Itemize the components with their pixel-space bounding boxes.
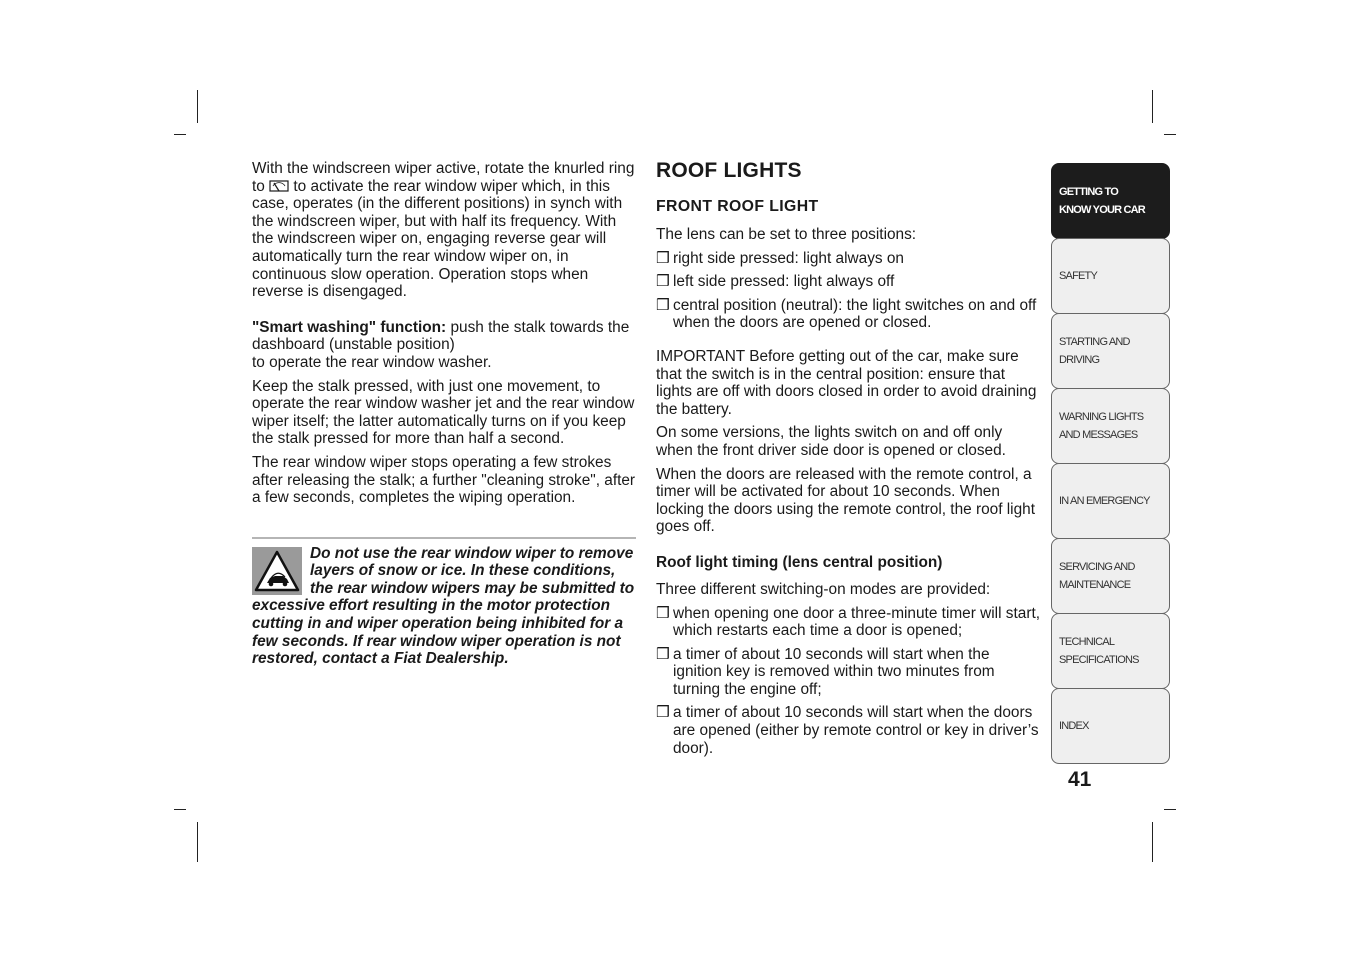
timing-heading: Roof light timing (lens central position): [656, 553, 943, 571]
timing-modes-list: [656, 605, 1040, 758]
lens-intro: The lens can be set to three positions:: [656, 226, 917, 243]
crop-mark: [174, 134, 186, 135]
warning-box: [252, 545, 636, 668]
middle-column: [656, 160, 1040, 757]
subsection-heading: FRONT ROOF LIGHT: [656, 198, 819, 215]
tab-in-an-emergency[interactable]: IN AN EMERGENCY: [1051, 463, 1170, 539]
rear-wiper-symbol-icon: [269, 180, 289, 193]
chapter-tabs: [1051, 163, 1170, 763]
tab-starting-and-driving[interactable]: STARTING AND DRIVING: [1051, 313, 1170, 389]
left-column: [252, 160, 636, 668]
warning-divider: [252, 537, 636, 539]
crop-mark: [174, 809, 186, 810]
tab-getting-to-know-your-car[interactable]: GETTING TO KNOW YOUR CAR: [1051, 163, 1170, 239]
tab-technical-specifications[interactable]: TECHNICAL SPECIFICATIONS: [1051, 613, 1170, 689]
stalk-paragraph: Keep the stalk pressed, with just one movement, to operate the rear window washer jet and the rear window wiper itself; the latter automatically turns on if you keep the stalk pressed for more than half a second.: [252, 377, 635, 448]
tab-servicing-and-maintenance[interactable]: SERVICING AND MAINTENANCE: [1051, 538, 1170, 614]
checkbox-bullet-icon: ❒: [656, 604, 670, 622]
wiper-paragraph: With the windscreen wiper active, rotate the knurled ring to to activate the rear window wiper which, in this case, operates (in the different positions) in synch with the windscreen wiper, but with half its frequency. With the windscreen wiper on, engaging reverse gear will automatically turn the rear window wiper on, in continuous slow operation. Operation stops when reverse is disengaged.: [252, 160, 635, 301]
page-number: 41: [1068, 768, 1092, 791]
remote-paragraph: When the doors are released with the remote control, a timer will be activated for about 10 seconds. When locking the doors using the remote control, the roof light goes off.: [656, 465, 1035, 536]
lens-positions-list: [656, 250, 1040, 332]
smart-washing-paragraph: "Smart washing" function: push the stalk towards the dashboard (unstable position) to operate the rear window washer.: [252, 318, 630, 371]
list-item: ❒ when opening one door a three-minute timer will start, which restarts each time a door is opened;: [656, 604, 1041, 640]
crop-mark: [1152, 822, 1153, 862]
smart-washing-label: "Smart washing" function:: [252, 318, 447, 336]
checkbox-bullet-icon: ❒: [656, 249, 670, 267]
section-heading: ROOF LIGHTS: [656, 159, 802, 182]
checkbox-bullet-icon: ❒: [656, 704, 670, 722]
list-item: ❒ left side pressed: light always off: [656, 273, 895, 291]
timing-intro: Three different switching-on modes are provided:: [656, 580, 991, 598]
crop-mark: [197, 90, 198, 123]
list-item: ❒ a timer of about 10 seconds will start when the ignition key is removed within two minutes from turning the engine off;: [656, 645, 995, 698]
checkbox-bullet-icon: ❒: [656, 273, 670, 291]
crop-mark: [1152, 90, 1153, 123]
crop-mark: [197, 822, 198, 862]
versions-paragraph: On some versions, the lights switch on and off only when the front driver side door is opened or closed.: [656, 424, 1006, 459]
checkbox-bullet-icon: ❒: [656, 645, 670, 663]
list-item: ❒ central position (neutral): the light switches on and off when the doors are opened or closed.: [656, 296, 1037, 332]
warning-triangle-car-icon: [252, 547, 302, 595]
list-item: ❒ a timer of about 10 seconds will start when the doors are opened (either by remote control or key in driver’s door).: [656, 704, 1039, 757]
crop-mark: [1164, 809, 1176, 810]
tab-safety[interactable]: SAFETY: [1051, 238, 1170, 314]
list-item: ❒ right side pressed: light always on: [656, 249, 904, 267]
important-paragraph: IMPORTANT Before getting out of the car, make sure that the switch is in the central position: ensure that lights are off with doors closed in order to avoid draining the battery.: [656, 347, 1037, 418]
checkbox-bullet-icon: ❒: [656, 296, 670, 314]
warning-text: Do not use the rear window wiper to remove layers of snow or ice. In these conditions, the rear window wipers may be submitted to excessive effort resulting in the motor protection cutting in and wiper operation being inhibited for a few seconds. If rear window wiper operation is not restored, contact a Fiat Dealership.: [252, 544, 635, 668]
tab-index[interactable]: INDEX: [1051, 688, 1170, 764]
tab-warning-lights-and-messages[interactable]: WARNING LIGHTS AND MESSAGES: [1051, 388, 1170, 464]
cleaning-stroke-paragraph: The rear window wiper stops operating a few strokes after releasing the stalk; a further "cleaning stroke", after a few seconds, completes the wiping operation.: [252, 453, 636, 507]
crop-mark: [1164, 134, 1176, 135]
